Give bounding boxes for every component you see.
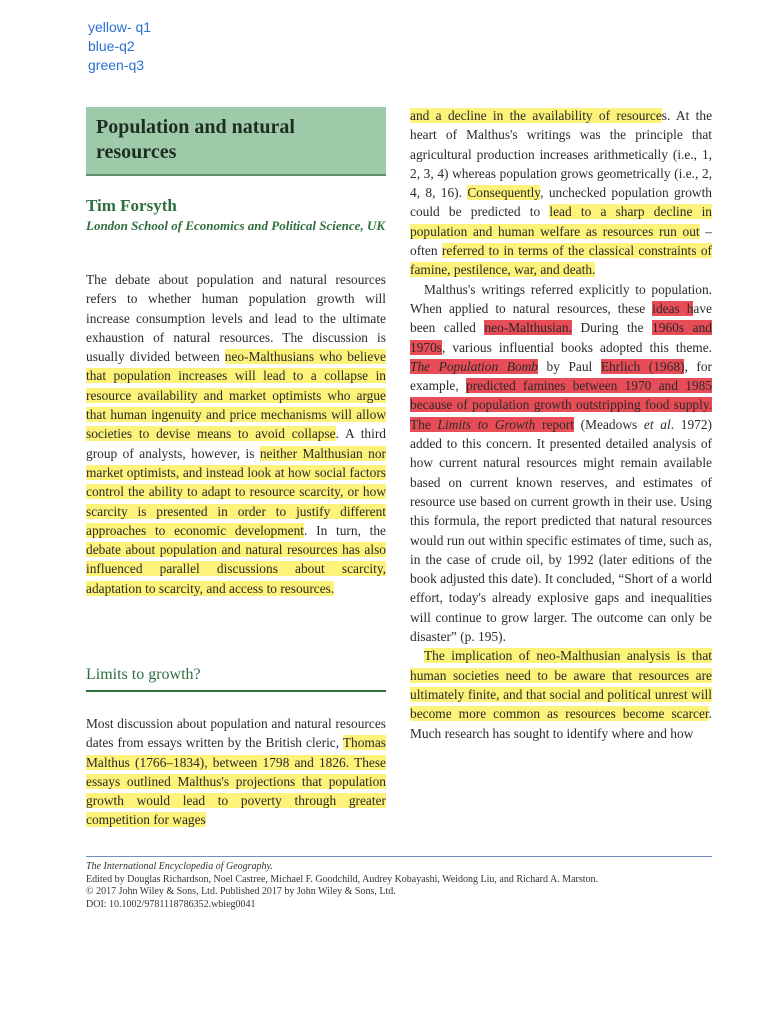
section-heading: Limits to growth?: [86, 666, 386, 692]
note-blue: blue-q2: [88, 38, 135, 54]
red-highlight-limits-to-growth: Limits to Growth: [437, 416, 536, 432]
implication-text: . Much research has sought to identify where and how: [410, 706, 712, 741]
malthus-text-2: ave been called: [410, 300, 712, 336]
note-green: green-q3: [88, 57, 145, 73]
red-highlight-ehrlich: Ehrlich (1968): [600, 358, 685, 374]
limits-text-2: s. At the heart of Malthus's writings was the principle that agricultural production increases arithmetically (i.e., 1, 2, 3, 4) whereas population grows geometrically (i.e., 2, 4, 8, 16).: [410, 108, 713, 201]
malthus-et-al: et al: [643, 416, 671, 432]
limits-highlight-4: referred to in terms of the classical constraints of famine, pestilence, war, and death.: [410, 243, 712, 278]
intro-text-1: The debate about population and natural resources refers to whether human population growth will increase consumption levels and lead to the ultimate exhaustion of natural resources. The discussion is usually divided between: [86, 272, 386, 365]
intro-highlight-3: debate about population and natural resources has also influenced parallel discussions about scarcity, adaptation to scarcity, and access to resources.: [86, 542, 386, 596]
red-highlight-ideas: ideas h: [652, 300, 694, 316]
note-yellow: yellow- q1: [88, 19, 152, 35]
author-name: Tim Forsyth: [86, 196, 177, 215]
intro-highlight-1: neo-Malthusians who believe that population increases will lead to a collapse in resource availability and market optimists who argue that human ingenuity and price mechanisms will allow societies to devise means to avoid collapse: [86, 349, 386, 442]
annotation-notes: [88, 18, 151, 75]
malthus-text-1: Malthus's writings referred explicitly to population. When applied to natural resources, these: [410, 281, 712, 316]
malthus-text-8: . 1972) added to this concern. It presented detailed analysis of how current natural resources might remain available based on current known reserves, and estimates of resource use based on current growth in their use. Using this formula, the report predicted that natural resources would run out within specific estimates of time, such as, in the case of crude oil, by 1992 (later editions of the book adjusted this date). It concluded, “Short of a world effort, today's already explosive gaps and inequalities will continue to grow larger. The outcome can only be disaster” (p. 195).: [410, 416, 712, 645]
malthus-text-4: , various influential books adopted this theme.: [442, 339, 712, 355]
limits-highlight-3: lead to a sharp decline in population and human welfare as resources run out: [410, 204, 713, 239]
intro-text-2: . A third group of analysts, however, is: [86, 426, 386, 461]
limits-highlight-1-start: Thomas Malthus (1766–1834), between 1798 and 1826. These essays outlined Malthus's projections that population growth would lead to poverty through greater competition for wages: [86, 735, 386, 828]
red-highlight-population-bomb: The Population Bomb: [410, 358, 538, 374]
limits-text-1: Most discussion about population and natural resources dates from essays written by the British cleric,: [86, 716, 386, 751]
footer-copyright: © 2017 John Wiley & Sons, Ltd. Published 2017 by John Wiley & Sons, Ltd.: [86, 886, 396, 897]
limits-text-4: – often: [410, 223, 712, 259]
red-highlight-famines: predicted famines between 1970 and 1985 because of population growth outstripping food supply. The: [410, 378, 712, 432]
limits-paragraph-right: [410, 106, 712, 280]
red-highlight-decades: 1960s and 1970s: [410, 320, 712, 355]
implication-highlight: The implication of neo-Malthusian analysis is that human societies need to be aware that resources are ultimately finite, and that social and political unrest will become more common as resources become scarcer: [410, 648, 712, 722]
malthus-text-7: (Meadows: [573, 416, 644, 432]
red-highlight-neo-malthusian: neo-Malthusian.: [484, 320, 572, 336]
implication-paragraph: [410, 646, 712, 742]
intro-paragraph: [86, 270, 386, 598]
footer-encyclopedia: The International Encyclopedia of Geography.: [86, 861, 273, 872]
limits-highlight-1-end: and a decline in the availability of resource: [410, 108, 662, 123]
footer-doi: DOI: 10.1002/9781118786352.wbieg0041: [86, 898, 256, 910]
red-highlight-report: report: [535, 416, 574, 432]
malthus-text-5: by Paul: [537, 358, 601, 374]
intro-highlight-2: neither Malthusian nor market optimists, and instead look at how social factors control the ability to adapt to resource scarcity, or how scarcity is presented in order to justify different approaches to economic development: [86, 445, 386, 538]
limits-paragraph-left: [86, 714, 386, 830]
citation-footer: [86, 856, 712, 911]
malthus-text-3: During the: [571, 320, 653, 336]
title-box: [86, 107, 386, 176]
article-title: Population and natural resources: [96, 116, 295, 163]
intro-text-3: . In turn, the: [304, 522, 387, 538]
footer-editors: Edited by Douglas Richardson, Noel Castree, Michael F. Goodchild, Audrey Kobayashi, Weidong Liu, and Richard A. Marston.: [86, 873, 599, 885]
limits-highlight-2: Consequently: [467, 185, 541, 201]
malthus-text-6: , for example,: [410, 358, 712, 394]
limits-text-3: , unchecked population growth could be predicted to: [410, 185, 712, 220]
neo-malthusian-paragraph: [410, 280, 712, 647]
author-affiliation: London School of Economics and Political Science, UK: [86, 218, 386, 233]
right-column: [410, 106, 712, 743]
